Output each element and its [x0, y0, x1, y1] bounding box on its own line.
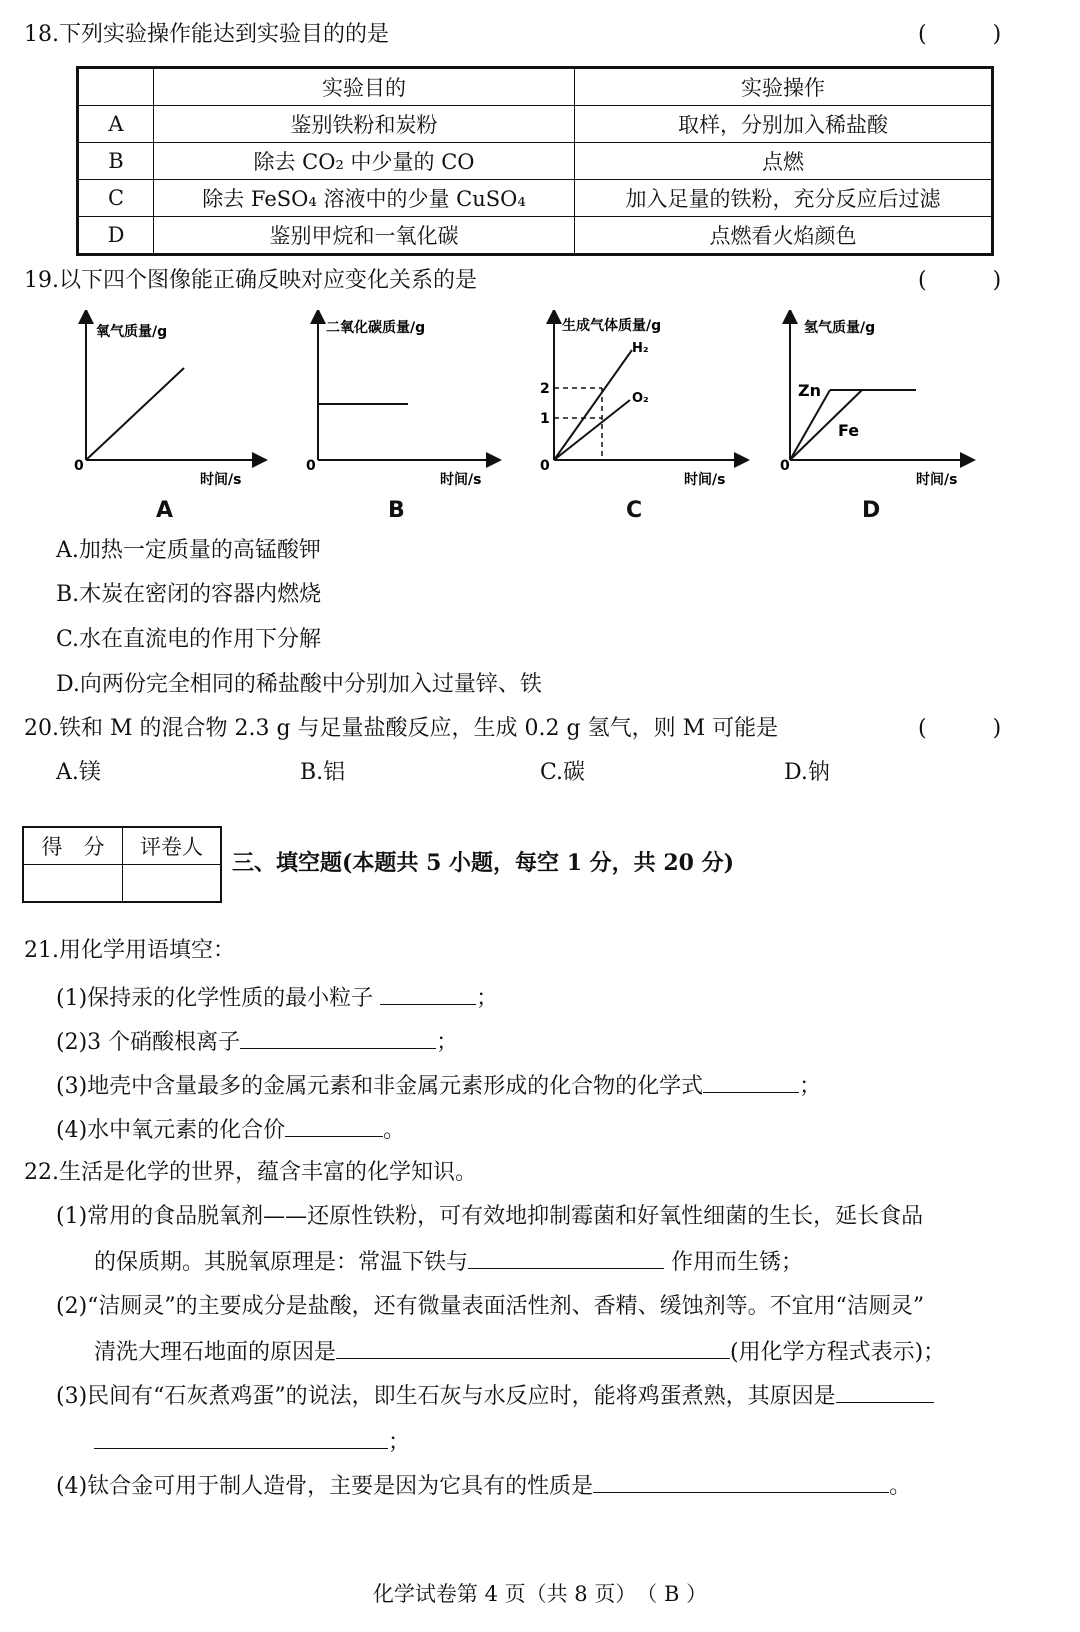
q21-item-3: [56, 1070, 821, 1102]
p2-end: (用化学方程式表示)；: [730, 1340, 946, 1365]
q22-stem: 22.生活是化学的世界，蕴含丰富的化学知识。: [24, 1160, 477, 1185]
answer-blank[interactable]: [703, 1070, 799, 1093]
q22-p3-line2: [94, 1426, 410, 1458]
q21-stem: 21.用化学用语填空：: [24, 938, 235, 963]
p3-end: ；: [388, 1430, 411, 1455]
q20-option-d[interactable]: D.钠: [784, 760, 830, 785]
answer-blank[interactable]: [336, 1336, 730, 1359]
row-purpose: 鉴别甲烷和一氧化碳: [154, 217, 575, 255]
q21-item-4: [56, 1114, 405, 1146]
score-label: 得 分: [23, 827, 123, 865]
item-end: ；: [436, 1030, 459, 1055]
series-line: [86, 368, 184, 460]
q19-stem: 19.以下四个图像能正确反映对应变化关系的是: [24, 268, 477, 293]
answer-blank[interactable]: [836, 1380, 934, 1403]
q22-p2-line1: (2)“洁厕灵”的主要成分是盐酸，还有微量表面活性剂、香精、缓蚀剂等。不宜用“洁厕灵”: [56, 1294, 925, 1319]
row-option: D: [78, 217, 154, 255]
grader-label: 评卷人: [123, 827, 222, 865]
row-option: C: [78, 180, 154, 217]
q21-item-1: [56, 982, 498, 1014]
y-axis-label: 二氧化碳质量/g: [326, 320, 426, 336]
item-text: (3)地壳中含量最多的金属元素和非金属元素形成的化合物的化学式: [56, 1074, 704, 1099]
q19-option-a[interactable]: A.加热一定质量的高锰酸钾: [56, 538, 321, 563]
q18-stem: 18.下列实验操作能达到实验目的的是: [24, 22, 389, 47]
series-label-o2: O₂: [632, 391, 649, 406]
answer-blank[interactable]: [593, 1470, 889, 1493]
q19-option-b[interactable]: B.木炭在密闭的容器内燃烧: [56, 582, 322, 607]
graph-c: [532, 310, 752, 490]
origin-label: 0: [306, 458, 316, 474]
series-line-zn: [790, 390, 830, 460]
q21-item-2: [56, 1026, 458, 1058]
y-axis-label: 氧气质量/g: [96, 324, 168, 340]
q18-answer-paren[interactable]: ( ): [918, 22, 1002, 47]
item-text: (1)保持汞的化学性质的最小粒子: [56, 986, 374, 1011]
row-operation: 点燃: [575, 143, 993, 180]
row-operation: 点燃看火焰颜色: [575, 217, 993, 255]
origin-label: 0: [780, 458, 790, 474]
table-row: [78, 106, 993, 143]
score-cell[interactable]: [23, 865, 123, 903]
q22-p1-line1: (1)常用的食品脱氧剂——还原性铁粉，可有效地抑制霉菌和好氧性细菌的生长，延长食品: [56, 1204, 924, 1229]
table-row: [78, 217, 993, 255]
q19-option-d[interactable]: D.向两份完全相同的稀盐酸中分别加入过量锌、铁: [56, 672, 542, 697]
q20-stem: 20.铁和 M 的混合物 2.3 g 与足量盐酸反应，生成 0.2 g 氢气，则 M 可能是: [24, 716, 779, 741]
page-footer: 化学试卷第 4 页（共 8 页） （ B ）: [372, 1582, 708, 1606]
p4-end: 。: [889, 1474, 912, 1499]
p1-end: 作用而生锈；: [671, 1250, 804, 1275]
x-axis-label: 时间/s: [440, 472, 482, 488]
answer-blank[interactable]: [94, 1426, 388, 1449]
series-label-h2: H₂: [632, 341, 649, 356]
item-end: ；: [799, 1074, 822, 1099]
item-text: (2)3 个硝酸根离子: [56, 1030, 241, 1055]
series-label-zn: Zn: [798, 381, 821, 400]
item-text: (4)水中氧元素的化合价: [56, 1118, 286, 1143]
q22-p4: [56, 1470, 911, 1502]
origin-label: 0: [74, 458, 84, 474]
answer-blank[interactable]: [240, 1026, 436, 1049]
x-axis-label: 时间/s: [200, 472, 242, 488]
graph-c-label: C: [626, 498, 643, 523]
row-purpose: 鉴别铁粉和炭粉: [154, 106, 575, 143]
series-line-h2: [554, 350, 632, 460]
answer-blank[interactable]: [285, 1114, 383, 1137]
row-operation: 取样，分别加入稀盐酸: [575, 106, 993, 143]
y-axis-label: 氢气质量/g: [804, 320, 876, 336]
series-label-fe: Fe: [838, 421, 860, 440]
origin-label: 0: [540, 458, 550, 474]
q22-p1-line2: [94, 1246, 803, 1278]
q18-table: [76, 66, 994, 256]
series-line-o2: [554, 400, 630, 460]
answer-blank[interactable]: [468, 1246, 664, 1269]
graph-b-label: B: [388, 498, 405, 523]
graph-a: [60, 310, 270, 490]
q19-option-c[interactable]: C.水在直流电的作用下分解: [56, 627, 322, 652]
q20-option-b[interactable]: B.铝: [300, 760, 346, 785]
p3-text: (3)民间有“石灰煮鸡蛋”的说法，即生石灰与水反应时，能将鸡蛋煮熟，其原因是: [56, 1384, 836, 1409]
y-tick-1: 1: [540, 411, 550, 427]
item-end: ；: [476, 986, 499, 1011]
x-axis-label: 时间/s: [684, 472, 726, 488]
graph-a-label: A: [156, 498, 174, 523]
graph-d-label: D: [862, 498, 881, 523]
row-purpose: 除去 FeSO₄ 溶液中的少量 CuSO₄: [154, 180, 575, 217]
row-option: A: [78, 106, 154, 143]
score-box: [22, 826, 222, 903]
row-operation: 加入足量的铁粉，充分反应后过滤: [575, 180, 993, 217]
q20-answer-paren[interactable]: ( ): [918, 716, 1002, 741]
grader-cell[interactable]: [123, 865, 222, 903]
graph-d: [768, 310, 978, 490]
graph-b: [294, 310, 504, 490]
item-end: 。: [383, 1118, 406, 1143]
table-header-purpose: 实验目的: [154, 68, 575, 106]
q19-answer-paren[interactable]: ( ): [918, 268, 1002, 293]
table-row: [78, 143, 993, 180]
p4-text: (4)钛合金可用于制人造骨，主要是因为它具有的性质是: [56, 1474, 594, 1499]
y-axis-label: 生成气体质量/g: [562, 318, 662, 334]
q22-p2-line2: [94, 1336, 945, 1368]
answer-blank[interactable]: [380, 982, 476, 1005]
row-purpose: 除去 CO₂ 中少量的 CO: [154, 143, 575, 180]
q22-p3-line1: [56, 1380, 934, 1412]
table-header-empty: [78, 68, 154, 106]
x-axis-label: 时间/s: [916, 472, 958, 488]
q20-option-a[interactable]: A.镁: [56, 760, 101, 785]
p1-text: 的保质期。其脱氧原理是：常温下铁与: [94, 1250, 469, 1275]
row-option: B: [78, 143, 154, 180]
p2-text: 清洗大理石地面的原因是: [94, 1340, 337, 1365]
y-tick-2: 2: [540, 381, 550, 397]
table-header-operation: 实验操作: [575, 68, 993, 106]
table-row: [78, 180, 993, 217]
q20-option-c[interactable]: C.碳: [540, 760, 586, 785]
section3-title: 三、填空题(本题共 5 小题，每空 1 分，共 20 分): [232, 850, 735, 876]
